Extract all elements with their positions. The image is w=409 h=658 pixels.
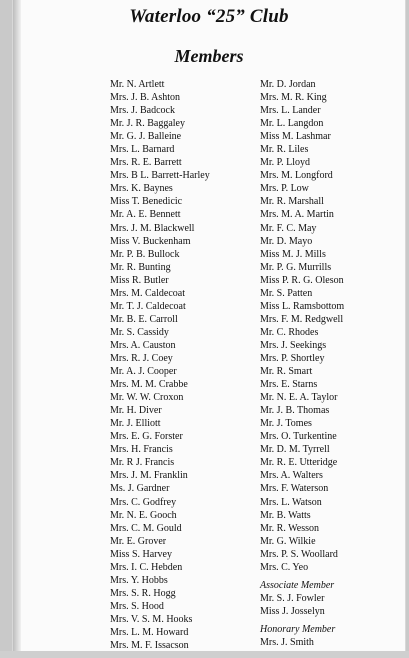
member-name: Mrs. A. Causton — [110, 339, 176, 351]
member-name: Mr. R J. Francis — [110, 457, 175, 469]
member-name: Mrs. C. Yeo — [260, 561, 309, 573]
member-name: Mrs. J. Badcock — [110, 105, 175, 117]
member-name: Mrs. R. E. Barrett — [110, 157, 182, 169]
club-title: Waterloo “25” Club — [129, 6, 289, 27]
members-column-right — [260, 78, 344, 649]
member-name: Mr. L. Langdon — [260, 118, 324, 130]
page-binding-edge — [13, 0, 21, 654]
member-name: Mr. T. J. Caldecoat — [110, 300, 186, 312]
member-name: Mrs. L. Barnard — [110, 144, 175, 156]
member-name: Mr. J. Elliott — [110, 418, 161, 430]
member-name: Mrs. L. M. Howard — [110, 626, 189, 638]
member-name: Mr. D. M. Tyrrell — [260, 444, 330, 456]
member-name: Mr. H. Diver — [110, 405, 162, 417]
member-name: Mrs. E. G. Forster — [110, 431, 183, 443]
member-name: Mrs. M. F. Issacson — [110, 640, 189, 652]
member-name: Mrs. S. Hood — [110, 600, 164, 612]
member-name: Mr. R. Wesson — [260, 522, 320, 534]
scan-bottom-edge — [0, 651, 409, 658]
member-name: Mrs. H. Francis — [110, 444, 173, 456]
member-name: Mrs. F. M. Redgwell — [260, 313, 344, 325]
member-name: Mrs. E. Starns — [260, 379, 318, 391]
member-name: Mr. R. Smart — [260, 366, 313, 378]
member-name: Mrs. V. S. M. Hooks — [110, 613, 193, 625]
member-name: Mrs. B L. Barrett-Harley — [110, 170, 210, 182]
member-name: Mrs. L. Lander — [260, 105, 321, 117]
document-page — [13, 0, 405, 654]
member-name: Mr. N. E. A. Taylor — [260, 392, 338, 404]
member-name: Mr. A. E. Bennett — [110, 209, 181, 221]
members-heading: Members — [174, 46, 244, 66]
member-name: Mr. P. B. Bullock — [110, 248, 180, 260]
honorary-member-heading: Honorary Member — [260, 623, 336, 635]
member-name: Mrs. M. Caldecoat — [110, 287, 185, 299]
member-name: Mr. C. Rhodes — [260, 326, 319, 338]
member-name: Mr. A. J. Cooper — [110, 366, 177, 378]
member-name: Mrs. R. J. Coey — [110, 352, 173, 364]
member-name: Mrs. O. Turkentine — [260, 431, 337, 443]
member-name: Mr. B. E. Carroll — [110, 313, 178, 325]
member-name: Mrs. C. Godfrey — [110, 496, 177, 508]
member-name: Mrs. P. S. Woollard — [260, 548, 338, 560]
member-name: Mrs. J. B. Ashton — [110, 92, 181, 104]
member-name: Mrs. S. R. Hogg — [110, 587, 176, 599]
honorary-member-name: Mrs. J. Smith — [260, 636, 314, 648]
associate-member-heading: Associate Member — [260, 579, 335, 591]
associate-member-name: Mr. S. J. Fowler — [260, 592, 325, 604]
member-name: Mr. P. Lloyd — [260, 157, 311, 169]
member-name: Mrs. P. Low — [260, 183, 309, 195]
member-name: Mrs. J. M. Blackwell — [110, 222, 195, 234]
member-name: Mr. W. W. Croxon — [110, 392, 184, 404]
member-name: Mr. R. Liles — [260, 144, 309, 156]
member-name: Miss M. Lashmar — [260, 131, 331, 143]
member-name: Mr. S. Cassidy — [110, 326, 169, 338]
member-name: Mr. G. Wilkie — [260, 535, 316, 547]
member-name: Mrs. C. M. Gould — [110, 522, 182, 534]
member-name: Mr. D. Jordan — [260, 79, 316, 90]
member-name: Mrs. F. Waterson — [260, 483, 329, 495]
member-name: Mrs. J. Seekings — [260, 339, 327, 351]
member-name: Mrs. M. A. Martin — [260, 209, 334, 221]
member-name: Ms. J. Gardner — [110, 483, 170, 495]
member-name: Mr. R. Marshall — [260, 196, 324, 208]
member-name: Mrs. M. M. Crabbe — [110, 379, 188, 391]
member-name: Mr. B. Watts — [260, 509, 311, 521]
member-name: Mrs. P. Shortley — [260, 352, 325, 364]
member-name: Miss T. Benedicic — [110, 196, 183, 208]
member-name: Mr. S. Patten — [260, 287, 313, 299]
member-name: Mrs. Y. Hobbs — [110, 574, 168, 586]
member-name: Mr. R. Bunting — [110, 261, 171, 273]
member-name: Miss M. J. Mills — [260, 248, 326, 260]
member-name: Mr. P. G. Murrills — [260, 261, 332, 273]
member-name: Mr. J. B. Thomas — [260, 405, 330, 417]
member-name: Mrs. I. C. Hebden — [110, 561, 183, 573]
member-name: Miss L. Ramsbottom — [260, 300, 345, 312]
member-name: Miss V. Buckenham — [110, 235, 191, 247]
member-name: Mr. N. Artlett — [110, 79, 165, 90]
member-name: Miss R. Butler — [110, 274, 169, 286]
member-name: Miss P. R. G. Oleson — [260, 274, 344, 286]
member-name: Mrs. J. M. Franklin — [110, 470, 188, 482]
member-name: Miss S. Harvey — [110, 548, 172, 560]
member-name: Mr. J. R. Baggaley — [110, 118, 185, 130]
member-name: Mr. N. E. Gooch — [110, 509, 177, 521]
member-name: Mr. G. J. Balleine — [110, 131, 182, 143]
members-column-left — [110, 78, 210, 652]
member-name: Mr. F. C. May — [260, 222, 317, 234]
member-name: Mr. J. Tomes — [260, 418, 312, 430]
member-name: Mr. R. E. Utteridge — [260, 457, 338, 469]
member-name: Mrs. K. Baynes — [110, 183, 173, 195]
member-name: Mrs. L. Watson — [260, 496, 322, 508]
member-name: Mrs. M. R. King — [260, 92, 327, 104]
member-name: Mrs. A. Walters — [260, 470, 323, 482]
member-name: Mrs. M. Longford — [260, 170, 333, 182]
member-name: Mr. D. Mayo — [260, 235, 313, 247]
associate-member-name: Miss J. Josselyn — [260, 605, 325, 617]
member-name: Mr. E. Grover — [110, 535, 167, 547]
